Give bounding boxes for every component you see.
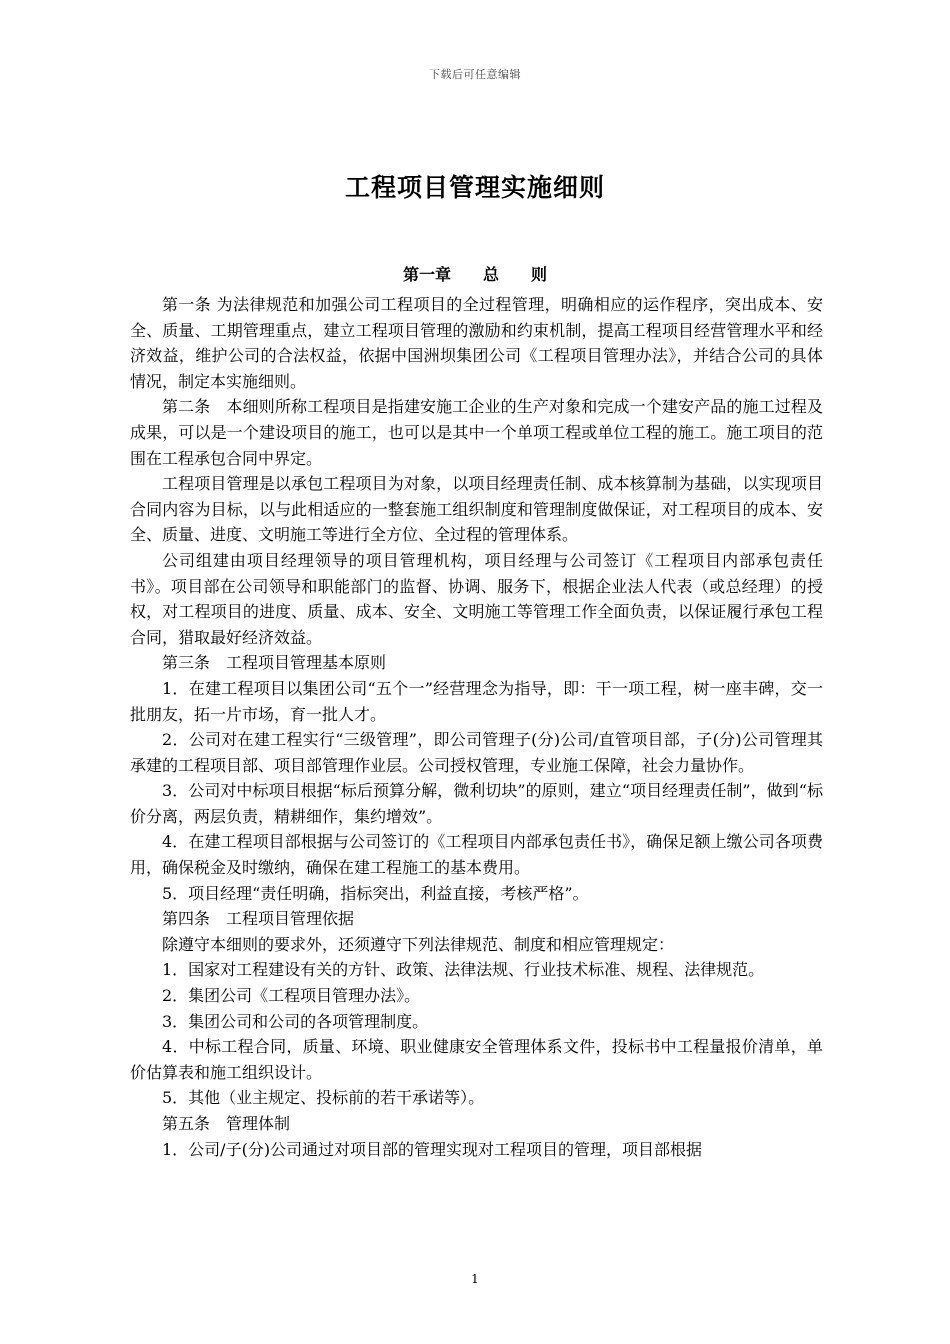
paragraph-article-4-item-2: 2．集团公司《工程项目管理办法》。 [162,986,421,1006]
paragraph-article-5-heading: 第五条 管理体制 [162,1114,291,1133]
page-header-note: 下载后可任意编辑 [429,68,521,81]
paragraph-article-1: 第一条 为法律规范和加强公司工程项目的全过程管理，明确相应的运作程序，突出成本、安全、质量、工期管理重点，建立工程项目管理的激励和约束机制，提高工程项目经营管理水平和经济效益，维护公司的合法权益，依据中国洲坝集团公司《工程项目管理办法》，并结合公司的具体情况，制定本实施细则。 [130,295,823,391]
paragraph-article-3-item-3: 3．公司对中标项目根据“标后预算分解，微利切块”的原则，建立“项目经理责任制”，做到“标价分离，两层负责，精耕细作，集约增效”。 [130,781,823,826]
paragraph-article-3-heading: 第三条 工程项目管理基本原则 [162,653,387,673]
paragraph-article-4-item-1: 1．国家对工程建设有关的方针、政策、法律法规、行业技术标准、规程、法律规范。 [162,960,765,980]
page-number: 1 [471,1272,479,1286]
paragraph-article-4-heading: 第四条 工程项目管理依据 [162,909,355,929]
paragraph-article-5-item-1: 1．公司/子(分)公司通过对项目部的管理实现对工程项目的管理，项目部根据 [162,1139,703,1159]
document-body [130,292,823,1162]
paragraph-project-management-definition: 工程项目管理是以承包工程项目为对象，以项目经理责任制、成本核算制为基础，以实现项目合同内容为目标，以与此相适应的一整套施工组织制度和管理制度做保证，对工程项目的成本、安全、质量、进度、文明施工等进行全方位、全过程的管理体系。 [130,474,823,545]
paragraph-article-2: 第二条 本细则所称工程项目是指建安施工企业的生产对象和完成一个建安产品的施工过程及成果，可以是一个建设项目的施工，也可以是其中一个单项工程或单位工程的施工。施工项目的范围在工程承包合同中界定。 [130,397,823,468]
paragraph-article-4-item-4: 4．中标工程合同，质量、环境、职业健康安全管理体系文件，投标书中工程量报价清单，单价估算表和施工组织设计。 [130,1037,823,1082]
paragraph-article-4-item-5: 5．其他（业主规定、投标前的若干承诺等）。 [162,1088,485,1108]
paragraph-article-3-item-1: 1．在建工程项目以集团公司“五个一”经营理念为指导，即：干一项工程，树一座丰碑，交一批朋友，拓一片市场，育一批人才。 [130,678,823,724]
chapter-heading: 第一章 总 则 [402,265,547,284]
paragraph-project-organization: 公司组建由项目经理领导的项目管理机构，项目经理与公司签订《工程项目内部承包责任书》。项目部在公司领导和职能部门的监督、协调、服务下，根据企业法人代表（或总经理）的授权，对工程项目的进度、质量、成本、安全、文明施工等管理工作全面负责，以保证履行承包工程合同，猎取最好经济效益。 [130,550,823,647]
paragraph-article-3-item-2: 2．公司对在建工程实行“三级管理”，即公司管理子(分)公司/直管项目部，子(分)公司管理其承建的工程项目部、项目部管理作业层。公司授权管理，专业施工保障，社会力量协作。 [130,730,823,775]
document-title: 工程项目管理实施细则 [344,173,605,202]
paragraph-article-4-intro: 除遵守本细则的要求外，还须遵守下列法律规范、制度和相应管理规定： [162,934,675,954]
paragraph-article-3-item-4: 4．在建工程项目部根据与公司签订的《工程项目内部承包责任书》，确保足额上缴公司各项费用，确保税金及时缴纳，确保在建工程施工的基本费用。 [130,832,823,878]
paragraph-article-4-item-3: 3．集团公司和公司的各项管理制度。 [162,1011,429,1031]
paragraph-article-3-item-5: 5．项目经理“责任明确，指标突出，利益直接，考核严格”。 [162,883,589,903]
